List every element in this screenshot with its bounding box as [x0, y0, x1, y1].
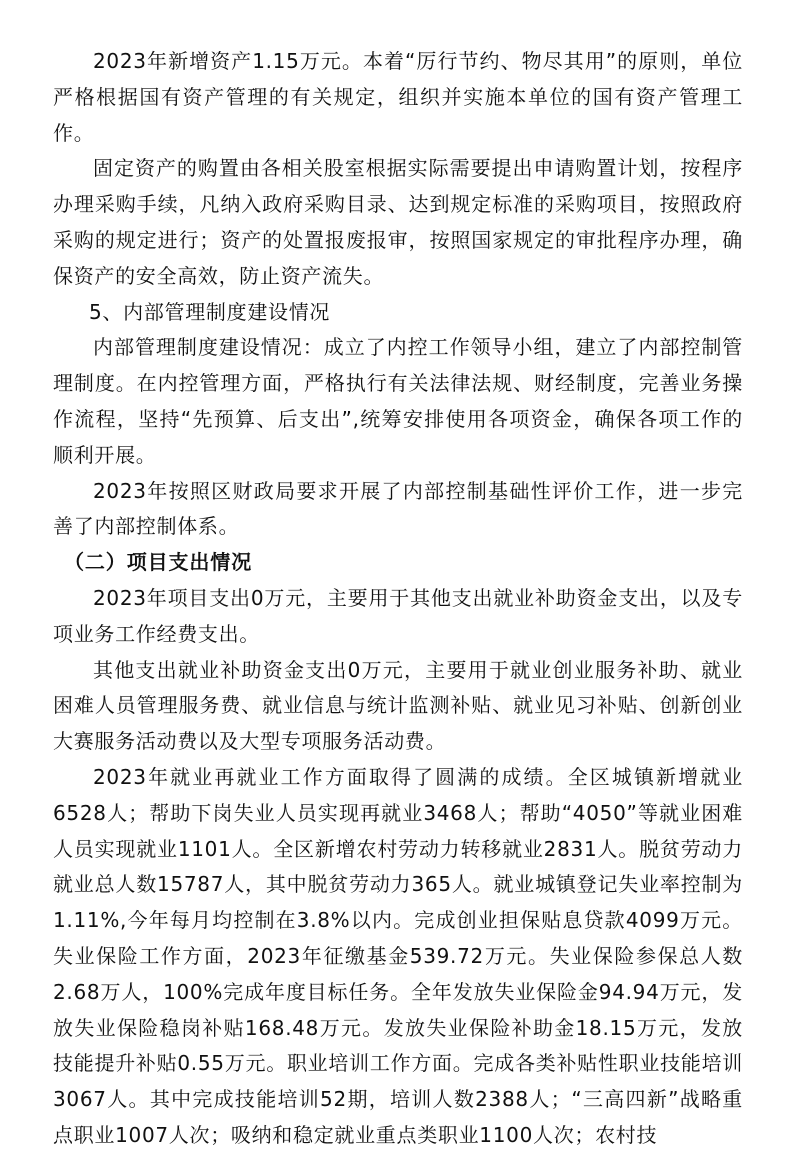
- paragraph-project-expense: 2023年项目支出0万元，主要用于其他支出就业补助资金支出，以及专项业务工作经费支出。: [53, 585, 743, 646]
- section-2-heading: （二）项目支出情况: [64, 550, 253, 575]
- paragraph-asset-new: 2023年新增资产1.15万元。本着“厉行节约、物尽其用”的原则，单位严格根据国有资产管理的有关规定，组织并实施本单位的国有资产管理工作。: [53, 49, 743, 145]
- section-5-heading: 5、内部管理制度建设情况: [89, 299, 331, 324]
- document-page: [53, 44, 743, 1154]
- paragraph-internal-control: 内部管理制度建设情况：成立了内控工作领导小组，建立了内部控制管理制度。在内控管理方面，严格执行有关法律法规、财经制度，完善业务操作流程，坚持“先预算、后支出”,统筹安排使用各项资金，确保各项工作的顺利开展。: [53, 335, 743, 467]
- paragraph-employment-results: 2023年就业再就业工作方面取得了圆满的成绩。全区城镇新增就业6528人；帮助下岗失业人员实现再就业3468人；帮助“4050”等就业困难人员实现就业1101人。全区新增农村劳动力转移就业2831人。脱贫劳动力就业总人数15787人，其中脱贫劳动力365人。就业城镇登记失业率控制为1.11%,今年每月均控制在3.8%以内。完成创业担保贴息贷款4099万元。失业保险工作方面，2023年征缴基金539.72万元。失业保险参保总人数2.68万人，100%完成年度目标任务。全年发放失业保险金94.94万元，发放失业保险稳岗补贴168.48万元。发放失业保险补助金18.15万元，发放技能提升补贴0.55万元。职业培训工作方面。完成各类补贴性职业技能培训3067人。其中完成技能培训52期，培训人数2388人；“三高四新”战略重点职业1007人次；吸纳和稳定就业重点类职业1100人次；农村技: [53, 764, 743, 1147]
- paragraph-internal-eval: 2023年按照区财政局要求开展了内部控制基础性评价工作，进一步完善了内部控制体系。: [53, 478, 743, 539]
- paragraph-other-expense: 其他支出就业补助资金支出0万元，主要用于就业创业服务补助、就业困难人员管理服务费、就业信息与统计监测补贴、就业见习补贴、创新创业大赛服务活动费以及大型专项服务活动费。: [53, 657, 743, 754]
- paragraph-asset-purchase: 固定资产的购置由各相关股室根据实际需要提出申请购置计划，按程序办理采购手续，凡纳入政府采购目录、达到规定标准的采购项目，按照政府采购的规定进行；资产的处置报废报审，按照国家规定的审批程序办理，确保资产的安全高效，防止资产流失。: [53, 156, 743, 288]
